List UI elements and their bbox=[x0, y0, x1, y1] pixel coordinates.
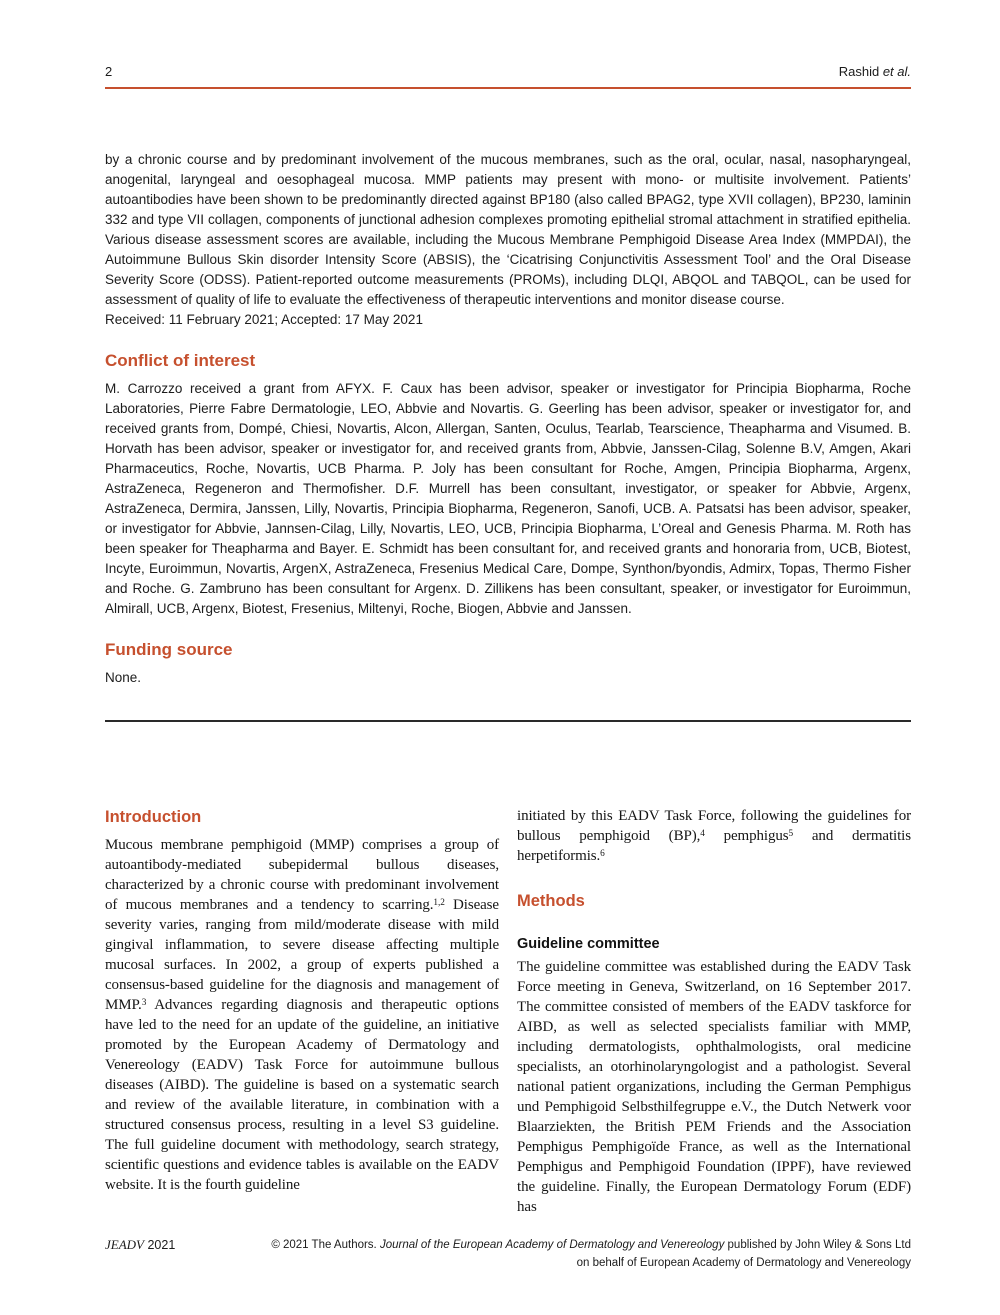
footer-copyright-line1: © 2021 The Authors. Journal of the European Academy of Dermatology and Venereology published by John Wiley & Sons Ltd bbox=[271, 1239, 911, 1251]
funding-source-text: None. bbox=[105, 670, 142, 685]
page-number: 2 bbox=[105, 64, 113, 79]
introduction-continuation-paragraph: initiated by this EADV Task Force, following the guidelines for bullous pemphigoid (BP),$^4$ pemphigus$^5$ and dermatitis herpetiformis.$^6$ bbox=[517, 808, 911, 864]
funding-source-heading: Funding source bbox=[105, 640, 233, 659]
conflict-of-interest-paragraph: M. Carrozzo received a grant from AFYX. F. Caux has been advisor, speaker or investigator for Principia Biopharma, Roche Laboratories, Pierre Fabre Dermatologie, LEO, Abbvie and Novartis. G. Geerling has been advisor, speaker or investigator for, and received grants from, Dompé, Chiesi, Novartis, Alcon, Allergan, Santen, Oculus, Tearlab, Tearscience, Theapharma and Visumed. B. Horvath has been advisor, speaker or investigator for, and received grants from, Abbvie, Janssen-Cilag, Solenne B.V, Amgen, Akari Pharmaceutics, Roche, Novartis, UCB Pharma. P. Joly has been consultant for Roche, Amgen, Principia Biopharma, Argenx, AstraZeneca, Regeneron and Thermofisher. D.F. Murrell has been consultant, investigator, or speaker for Abbvie, Argenx, AstraZeneca, Dermira, Janssen, Lilly, Novartis, Principia Biopharma, Regeneron, Sanofi, UCB. A. Patsatsi has been advisor, speaker, or investigator for Abbvie, Jannsen-Cilag, Lilly, Novartis, LEO, UCB, Principia Biopharma, L’Oreal and Genesis Pharma. M. Roth has been speaker for Theapharma and Bayer. E. Schmidt has been consultant for, and received grants and honoraria from, UCB, Biotest, Incyte, Euroimmun, Novartis, ArgenX, AstraZeneca, Fresenius Medical Care, Dompe, Synthon/byondis, Admirx, Topas, Thermo Fisher and Roche. G. Zambruno has been consultant for Argenx. D. Zillikens has been consultant, speaker, or investigator for Euroimmun, Almirall, UCB, Argenx, Biotest, Fresenius, Miltenyi, Roche, Biogen, Abbvie and Janssen. bbox=[105, 381, 911, 616]
methods-heading: Methods bbox=[517, 892, 585, 910]
article-body bbox=[105, 806, 911, 1217]
abstract-continuation-paragraph: by a chronic course and by predominant involvement of the mucous membranes, such as the oral, ocular, nasal, nasopharyngeal, anogenital, laryngeal and oesophageal mucosa. MMP patients may present with mono- or multisite involvement. Patients’ autoantibodies have been shown to be predominantly directed against BP180 (also called BPAG2, type XVII collagen), BP230, laminin 332 and type VII collagen, components of junctional adhesion complexes promoting epithelial stromal attachment in stratified epithelia. Various disease assessment scores are available, including the Mucous Membrane Pemphigoid Disease Area Index (MMPDAI), the Autoimmune Bullous Skin disorder Intensity Score (ABSIS), the ‘Cicatrising Conjunctivitis Assessment Tool’ and the Oral Disease Severity Score (ODSS). Patient-reported outcome measurements (PROMs), including DLQI, ABQOL and TABQOL, can be used for assessment of quality of life to evaluate the effectiveness of therapeutic interventions and monitor disease course. bbox=[105, 152, 911, 307]
page-footer bbox=[105, 1237, 911, 1272]
footer-copyright bbox=[271, 1237, 911, 1272]
conflict-of-interest-heading: Conflict of interest bbox=[105, 351, 256, 370]
guideline-committee-paragraph: The guideline committee was established during the EADV Task Force meeting in Geneva, Switzerland, on 16 September 2017. The committee consisted of members of the EADV taskforce for AIBD, as well as selected specialists familiar with MMP, including dermatologists, ophthalmologists, oral medicine specialists, an otorhinolaryngologist and a pathologist. Several national patient organizations, including the German Pemphigus und Pemphigoid Selbsthilfegruppe e.V., the Dutch Netwerk voor Blaarziekten, the British PEM Friends and the Association Pemphigus Pemphigoïde France, as well as the International Pemphigus and Pemphigoid Foundation (IPPF), have reviewed the guideline. Finally, the European Dermatology Forum (EDF) has bbox=[517, 959, 911, 1215]
running-head: Rashid et al. bbox=[838, 64, 911, 79]
frontmatter-section bbox=[105, 150, 911, 688]
introduction-heading: Introduction bbox=[105, 808, 202, 826]
column-right bbox=[517, 806, 911, 1217]
page-header bbox=[105, 64, 911, 79]
guideline-committee-subheading: Guideline committee bbox=[517, 936, 660, 952]
column-left bbox=[105, 806, 499, 1217]
section-divider bbox=[105, 720, 911, 722]
received-accepted-line: Received: 11 February 2021; Accepted: 17 May 2021 bbox=[105, 312, 423, 327]
introduction-paragraph: Mucous membrane pemphigoid (MMP) comprises a group of autoantibody-mediated subepidermal bullous diseases, characterized by a chronic course with predominant involvement of mucous membranes and a tendency to scarring.$^{1,2}$ Disease severity varies, ranging from mild/moderate disease with mild gingival inflammation, to severe disease affecting multiple mucosal surfaces. In 2002, a group of experts published a consensus-based guideline for the diagnosis and management of MMP.$^3$ Advances regarding diagnosis and therapeutic options have led to the need for an update of the guideline, an initiative promoted by the European Academy of Dermatology and Venereology (EADV) Task Force for autoimmune bullous diseases (AIBD). The guideline is based on a systematic search and review of the available literature, in combination with a structured consensus process, resulting in a level S3 guideline. The full guideline document with methodology, search strategy, scientific questions and evidence tables is available on the EADV website. It is the fourth guideline bbox=[105, 837, 499, 1193]
footer-journal-year: JEADV 2021 bbox=[105, 1237, 176, 1252]
footer-copyright-line2: on behalf of European Academy of Dermatology and Venereology bbox=[576, 1256, 911, 1269]
header-rule-divider bbox=[105, 87, 911, 89]
